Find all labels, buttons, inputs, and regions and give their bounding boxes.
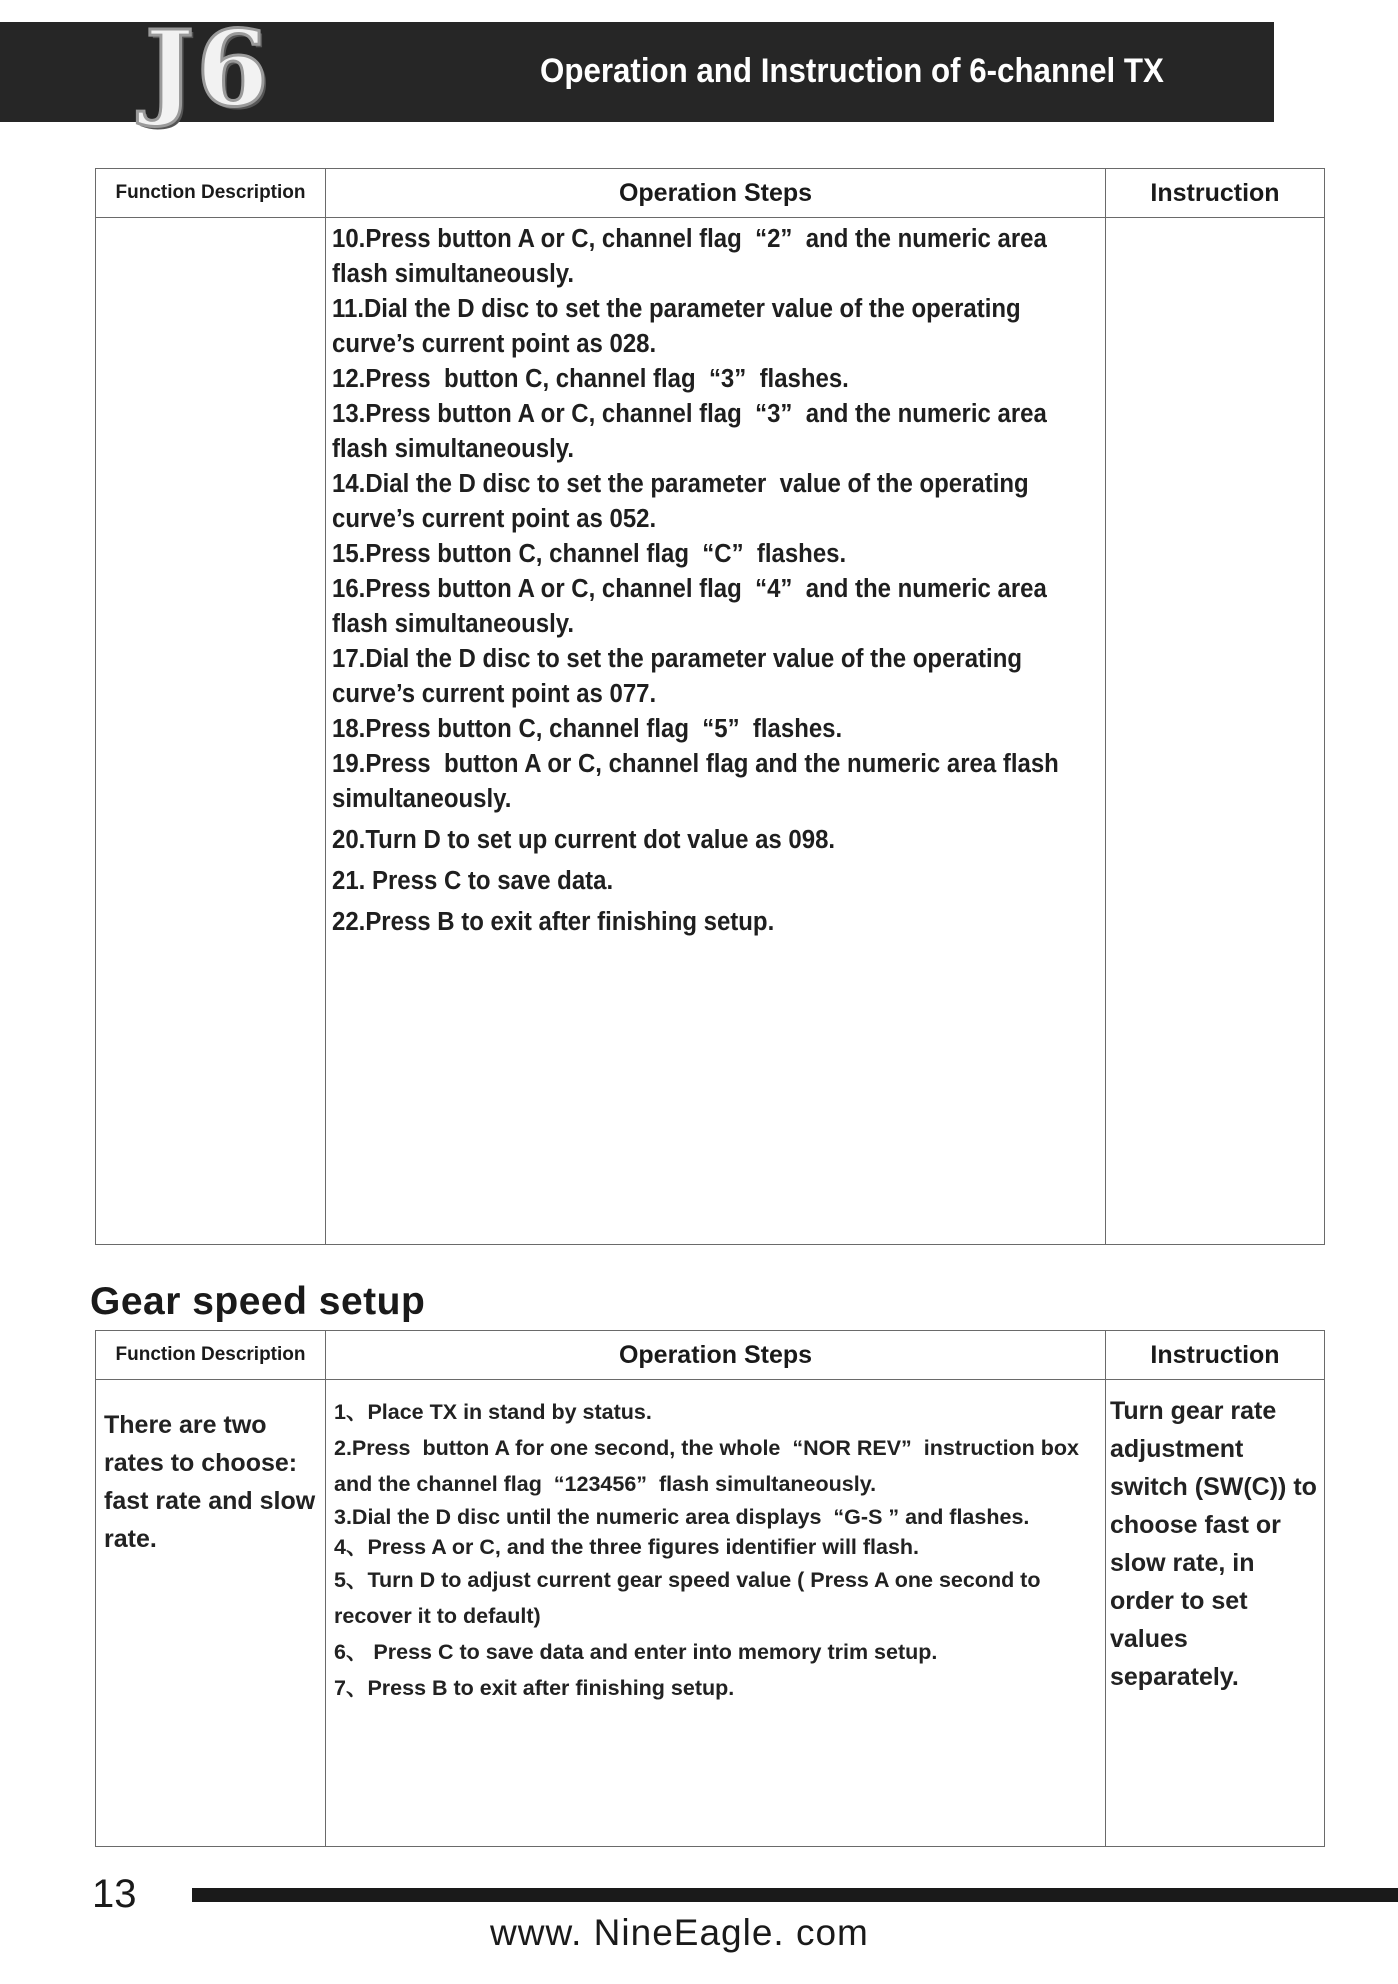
function-description-cell	[96, 218, 326, 1245]
instruction-cell: Turn gear rate adjustment switch (SW(C)) to choose fast or slow rate, in order to set values separately.	[1106, 1380, 1325, 1847]
step-16: 16.Press button A or C, channel flag “4” and the numeric area flash simultaneously.	[332, 575, 1054, 638]
step-17: 17.Dial the D disc to set the parameter value of the operating curve’s current point as 077.	[332, 645, 1029, 708]
gear-speed-table	[95, 1330, 1325, 1847]
table-row	[96, 218, 1325, 1245]
operation-steps-cell	[326, 218, 1106, 1245]
step-19: 19.Press button A or C, channel flag and the numeric area flash simultaneously.	[332, 750, 1066, 813]
step-21: 21. Press C to save data.	[332, 867, 614, 895]
table-header-row	[96, 1331, 1325, 1380]
step-2: 2.Press button A for one second, the whole “NOR REV” instruction box and the channel flag “123456” flash simultaneously.	[334, 1436, 1085, 1496]
step-6: 6、 Press C to save data and enter into memory trim setup.	[334, 1640, 938, 1664]
step-4: 4、Press A or C, and the three figures identifier will flash.	[334, 1535, 920, 1559]
j6-logo: J6	[145, 7, 271, 130]
step-10: 10.Press button A or C, channel flag “2” and the numeric area flash simultaneously.	[332, 225, 1054, 288]
page-title: Operation and Instruction of 6-channel TX	[540, 52, 1164, 90]
function-description-cell: There are two rates to choose: fast rate and slow rate.	[96, 1380, 326, 1847]
footer-website: www. NineEagle. com	[490, 1912, 869, 1953]
column-header-instruction: Instruction	[1106, 169, 1325, 218]
column-header-steps: Operation Steps	[326, 169, 1106, 218]
step-18: 18.Press button C, channel flag “5” flashes.	[332, 715, 843, 743]
step-22: 22.Press B to exit after finishing setup.	[332, 908, 775, 936]
step-12: 12.Press button C, channel flag “3” flashes.	[332, 365, 849, 393]
operation-table-continued	[95, 168, 1325, 1245]
step-13: 13.Press button A or C, channel flag “3” and the numeric area flash simultaneously.	[332, 400, 1054, 463]
step-1: 1、Place TX in stand by status.	[334, 1400, 652, 1424]
step-5: 5、Turn D to adjust current gear speed value ( Press A one second to recover it to default)	[334, 1568, 1047, 1628]
column-header-function: Function Description	[96, 1331, 326, 1380]
step-14: 14.Dial the D disc to set the parameter value of the operating curve’s current point as 052.	[332, 470, 1036, 533]
step-15: 15.Press button C, channel flag “C” flashes.	[332, 540, 847, 568]
section-title-gear-speed-setup: Gear speed setup	[90, 1280, 426, 1323]
table-header-row	[96, 169, 1325, 218]
operation-steps-cell	[326, 1380, 1106, 1847]
column-header-instruction: Instruction	[1106, 1331, 1325, 1380]
step-11: 11.Dial the D disc to set the parameter value of the operating curve’s current point as 028.	[332, 295, 1028, 358]
step-7: 7、Press B to exit after finishing setup.	[334, 1676, 735, 1700]
footer-divider	[192, 1888, 1398, 1902]
column-header-function: Function Description	[96, 169, 326, 218]
step-20: 20.Turn D to set up current dot value as 098.	[332, 826, 836, 854]
page-number: 13	[92, 1872, 137, 1916]
instruction-cell	[1106, 218, 1325, 1245]
table-row	[96, 1380, 1325, 1847]
column-header-steps: Operation Steps	[326, 1331, 1106, 1380]
step-3: 3.Dial the D disc until the numeric area displays “G-S ” and flashes.	[334, 1505, 1030, 1529]
